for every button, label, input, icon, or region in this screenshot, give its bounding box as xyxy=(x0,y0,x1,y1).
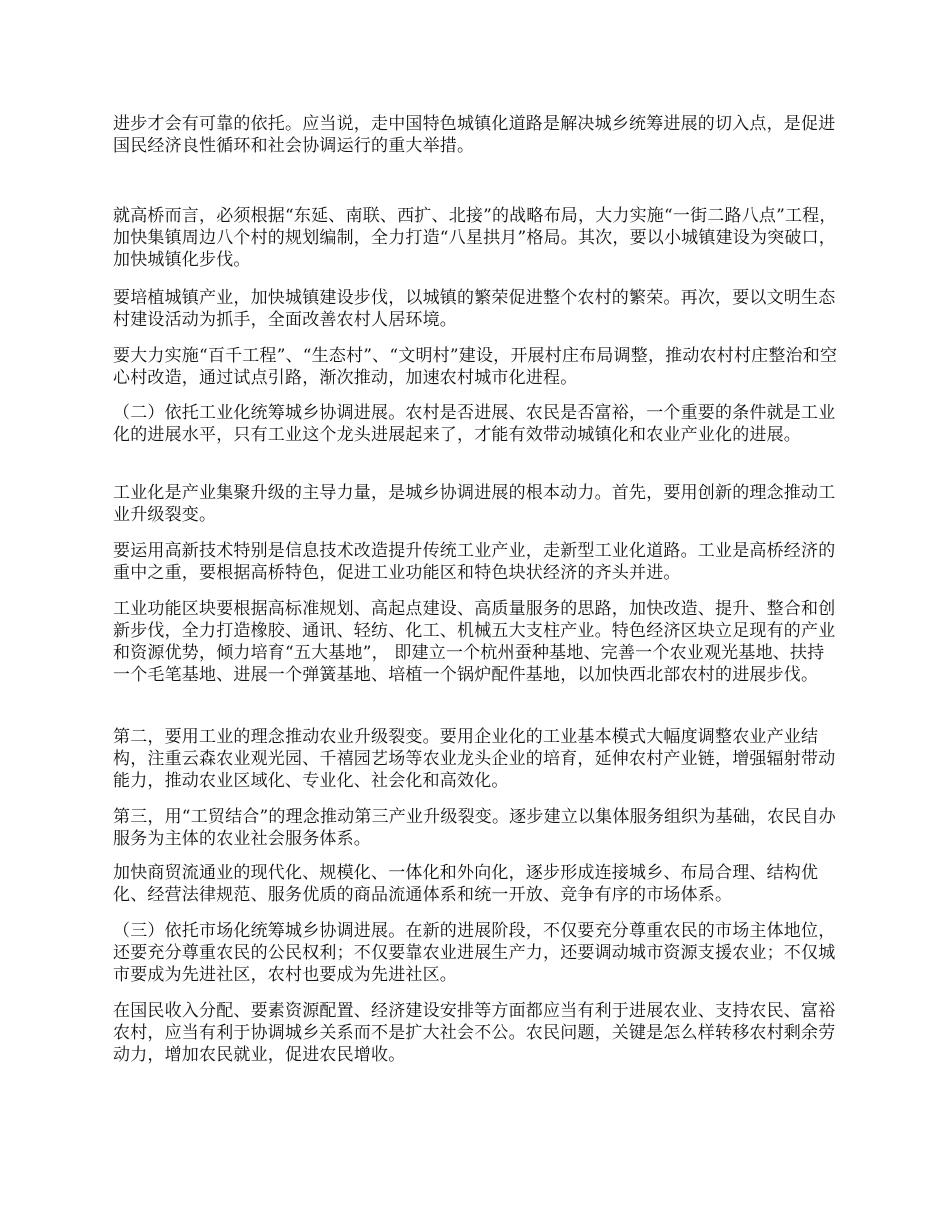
paragraph-4: 要大力实施“百千工程”、“生态村”、“文明村”建设，开展村庄布局调整，推动农村村庄整治和空心村改造，通过试点引路，渐次推动，加速农村城市化进程。 xyxy=(113,346,838,388)
paragraph-8: 工业功能区块要根据高标准规划、高起点建设、高质量服务的思路，加快改造、提升、整合和创新步伐，全力打造橡胶、通讯、轻纺、化工、机械五大支柱产业。特色经济区块立足现有的产业和资源优势，倾力培育“五大基地”， 即建立一个杭州蚕种基地、完善一个农业观光基地、扶持一个毛笔基地、进展一个弹簧基地、培植一个锅炉配件基地，以加快西北部农村的进展步伐。 xyxy=(113,599,836,685)
paragraph-10: 第三，用“工贸结合”的理念推动第三产业升级裂变。逐步建立以集体服务组织为基础，农民自办服务为主体的农业社会服务体系。 xyxy=(113,807,836,849)
paragraph-12: （三）依托市场化统筹城乡协调进展。在新的进展阶段，不仅要充分尊重农民的市场主体地位，还要充分尊重农民的公民权利；不仅要靠农业进展生产力，还要调动城市资源支援农业；不仅城市要成为先进社区，农村也要成为先进社区。 xyxy=(113,921,836,985)
paragraph-9: 第二，要用工业的理念推动农业升级裂变。要用企业化的工业基本模式大幅度调整农业产业结构，注重云森农业观光园、千禧园艺场等农业龙头企业的培育，延伸农村产业链，增强辐射带动能力，推动农业区域化、专业化、社会化和高效化。 xyxy=(113,727,836,791)
paragraph-1: 进步才会有可靠的依托。应当说，走中国特色城镇化道路是解决城乡统筹进展的切入点，是促进国民经济良性循环和社会协调运行的重大举措。 xyxy=(113,114,836,156)
paragraph-13: 在国民收入分配、要素资源配置、经济建设安排等方面都应当有利于进展农业、支持农民、富裕农村，应当有利于协调城乡关系而不是扩大社会不公。农民问题，关键是怎么样转移农村剩余劳动力，增加农民就业，促进农民增收。 xyxy=(113,1001,836,1065)
paragraph-11: 加快商贸流通业的现代化、规模化、一体化和外向化，逐步形成连接城乡、布局合理、结构优化、经营法律规范、服务优质的商品流通体系和统一开放、竞争有序的市场体系。 xyxy=(113,863,819,905)
paragraph-7: 要运用高新技术特别是信息技术改造提升传统工业产业，走新型工业化道路。工业是高桥经济的重中之重，要根据高桥特色，促进工业功能区和特色块状经济的齐头并进。 xyxy=(113,541,836,583)
paragraph-3: 要培植城镇产业，加快城镇建设步伐，以城镇的繁荣促进整个农村的繁荣。再次，要以文明生态村建设活动为抓手，全面改善农村人居环境。 xyxy=(113,288,836,330)
paragraph-2: 就高桥而言，必须根据“东延、南联、西扩、北接”的战略布局，大力实施“一街二路八点”工程，加快集镇周边八个村的规划编制，全力打造“八星拱月”格局。其次，要以小城镇建设为突破口，加快城镇化步伐。 xyxy=(113,206,837,270)
paragraph-6: 工业化是产业集聚升级的主导力量，是城乡协调进展的根本动力。首先，要用创新的理念推动工业升级裂变。 xyxy=(113,483,836,525)
paragraph-5: （二）依托工业化统筹城乡协调进展。农村是否进展、农民是否富裕，一个重要的条件就是工业化的进展水平，只有工业这个龙头进展起来了，才能有效带动城镇化和农业产业化的进展。 xyxy=(113,403,836,445)
